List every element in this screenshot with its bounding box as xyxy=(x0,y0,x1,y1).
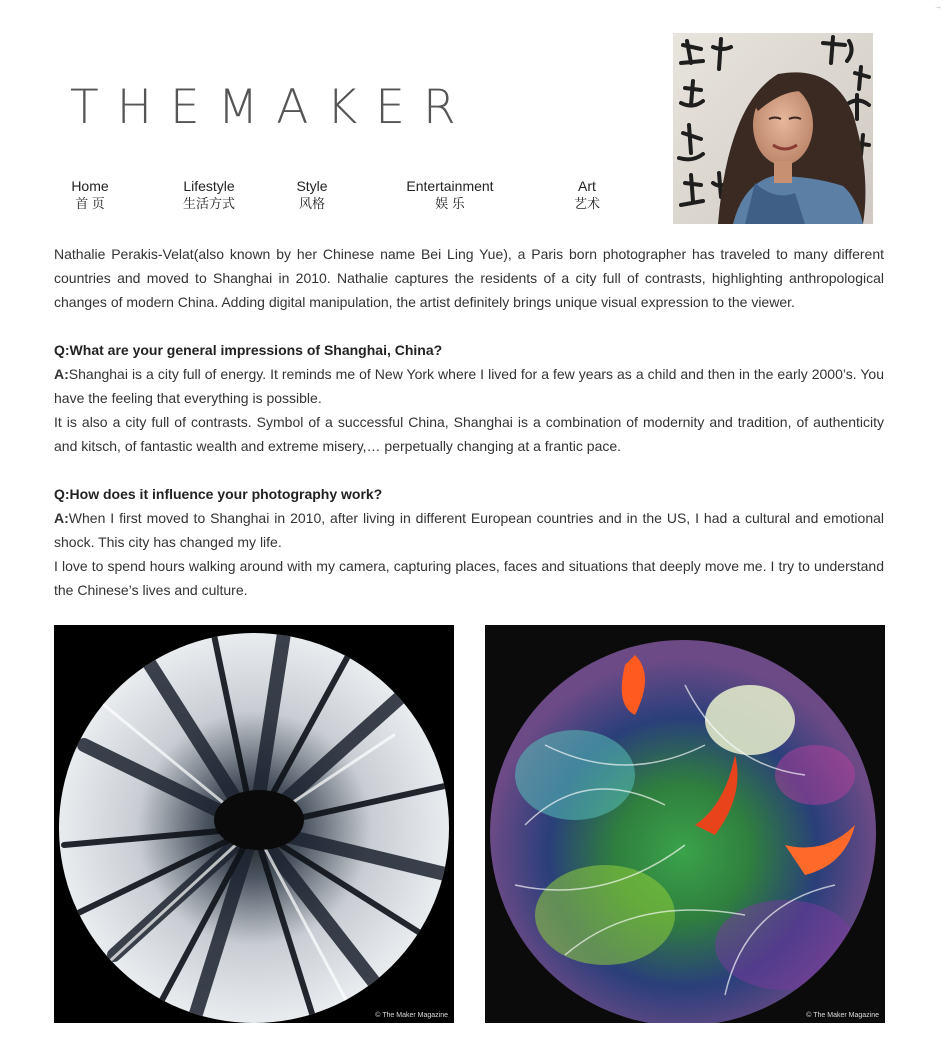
nav-style-label-zh: 风格 xyxy=(298,196,325,211)
nav-lifestyle[interactable] xyxy=(174,178,244,212)
intro-paragraph: Nathalie Perakis-Velat(also known by her Chinese name Bei Ling Yue), a Paris born photographer has traveled to many different countries and moved to Shanghai in 2010. Nathalie captures the residents of a city full of contrasts, highlighting anthropological changes of modern China. Adding digital manipulation, the artist definitely brings unique visual expression to the viewer. xyxy=(54,246,884,310)
article-body xyxy=(54,242,884,602)
color-burst-circle-photo xyxy=(485,625,885,1023)
nav-home[interactable] xyxy=(64,178,116,212)
nav-entertainment-label: Entertainment xyxy=(406,178,494,194)
artist-portrait-image xyxy=(673,33,873,224)
nav-art[interactable] xyxy=(567,178,607,212)
answer-1-lead: A: xyxy=(54,366,69,382)
photo-credit-left: © The Maker Magazine xyxy=(375,1012,448,1019)
site-logo[interactable] xyxy=(70,80,474,135)
tree-circle-photo xyxy=(54,625,454,1023)
nav-art-label-zh: 艺术 xyxy=(573,196,600,211)
nav-lifestyle-label-zh: 生活方式 xyxy=(182,196,235,211)
answer-1-text: Shanghai is a city full of energy. It reminds me of New York where I lived for a few years as a child and then in the early 2000’s. You have the feeling that everything is possible. xyxy=(54,366,884,406)
logo-text: THEMAKER xyxy=(70,80,474,135)
nav-entertainment-label-zh: 娱 乐 xyxy=(435,196,465,211)
photo-credit-right: © The Maker Magazine xyxy=(806,1012,879,1019)
nav-art-label: Art xyxy=(578,178,596,194)
nav-style[interactable] xyxy=(290,178,334,212)
question-2: Q:How does it influence your photography work? xyxy=(54,486,383,502)
answer-2-text: When I first moved to Shanghai in 2010, after living in different European countries and in the US, I had a cultural and emotional shock. This city has changed my life. xyxy=(54,510,884,550)
answer-1-paragraph-2: It is also a city full of contrasts. Symbol of a successful China, Shanghai is a combination of modernity and tradition, of authenticity and kitsch, of fantastic wealth and extreme misery,… perpetually changing at a frantic pace. xyxy=(54,414,884,454)
nav-lifestyle-label: Lifestyle xyxy=(183,178,235,194)
answer-2-lead: A: xyxy=(54,510,69,526)
nav-entertainment[interactable] xyxy=(400,178,500,212)
answer-2-paragraph-2: I love to spend hours walking around with my camera, capturing places, faces and situations that deeply move me. I try to understand the Chinese’s lives and culture. xyxy=(54,558,884,598)
nav-home-label-zh: 首 页 xyxy=(75,196,105,211)
question-1: Q:What are your general impressions of Shanghai, China? xyxy=(54,342,443,358)
nav-home-label: Home xyxy=(71,178,109,194)
answer-2-paragraph-1 xyxy=(54,506,884,554)
corner-arrow-icon: → xyxy=(934,2,942,11)
nav-style-label: Style xyxy=(296,178,328,194)
answer-1-paragraph-1 xyxy=(54,362,884,410)
